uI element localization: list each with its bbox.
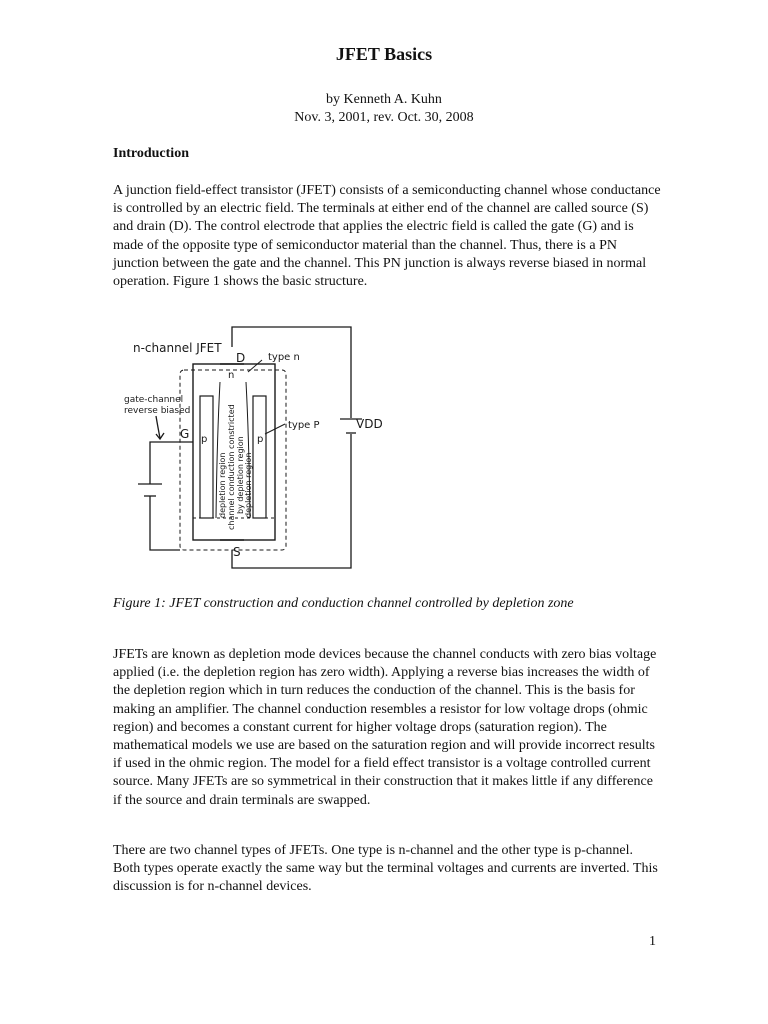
- figure-caption: Figure 1: JFET construction and conduction channel controlled by depletion zone: [113, 596, 574, 611]
- page-number: 1: [649, 934, 656, 949]
- type-n-label: type n: [268, 352, 300, 363]
- date-line: Nov. 3, 2001, rev. Oct. 30, 2008: [294, 110, 474, 125]
- right-p-label: p: [257, 434, 264, 445]
- gate-note-line-2: reverse biased: [124, 406, 191, 416]
- depletion-region-label-right: depletion region: [244, 452, 253, 518]
- gate-return-wire: [150, 496, 180, 550]
- jfet-diagram: [120, 318, 400, 586]
- gate-wire: [150, 442, 193, 484]
- depletion-mode-paragraph: JFETs are known as depletion mode devices because the channel conducts with zero bias voltage applied (i.e. the depletion region has zero width). Applying a reverse bias increases the width of the depletion region which in turn reduces the conduction of the channel. This is the basis for making an amplifier. The channel conduction resembles a resistor for low voltage drops (ohmic region) and becomes a constant current for higher voltage drops (saturation region). The mathematical models we use are based on the saturation region and will provide incorrect results if used in the ohmic region. The model for a field effect transistor is a voltage controlled current source. Many JFETs are so symmetrical in their construction that it makes little if any difference if the source and drain terminals are swapped.: [113, 647, 657, 808]
- type-p-label: type P: [288, 420, 320, 431]
- figure-title-label: n-channel JFET: [133, 341, 222, 355]
- vdd-label: VDD: [356, 417, 383, 431]
- gate-label: G: [180, 427, 190, 441]
- section-heading: Introduction: [113, 146, 189, 161]
- channel-types-paragraph: There are two channel types of JFETs. One type is n-channel and the other type is p-channel. Both types operate exactly the same way but the terminal voltages and currents are inverted. This discussion is for n-channel devices.: [113, 843, 658, 895]
- left-p-label: p: [201, 434, 208, 445]
- drain-label: D: [236, 351, 246, 365]
- channel-label-line-2: by depletion region: [236, 436, 245, 514]
- n-region-label: n: [228, 370, 235, 381]
- author-line: by Kenneth A. Kuhn: [326, 92, 442, 107]
- depletion-region-label-left: depletion region: [218, 452, 227, 518]
- right-p-region: [253, 396, 266, 518]
- document-title: JFET Basics: [335, 44, 433, 64]
- channel-label-line-1: channel conduction constricted: [227, 404, 236, 530]
- gate-note-line-1: gate-channel: [124, 395, 184, 405]
- left-p-region: [200, 396, 213, 518]
- source-label: S: [233, 545, 241, 559]
- intro-paragraph: A junction field-effect transistor (JFET) consists of a semiconducting channel whose conductance is controlled by an electric field. The terminals at either end of the channel are called source (S) and drain (D). The control electrode that applies the electric field is called the gate (G) and is made of the opposite type of semiconductor material than the channel. Thus, there is a PN junction between the gate and the channel. This PN junction is always reverse biased in normal operation. Figure 1 shows the basic structure.: [113, 183, 661, 290]
- drain-wire: [232, 327, 351, 418]
